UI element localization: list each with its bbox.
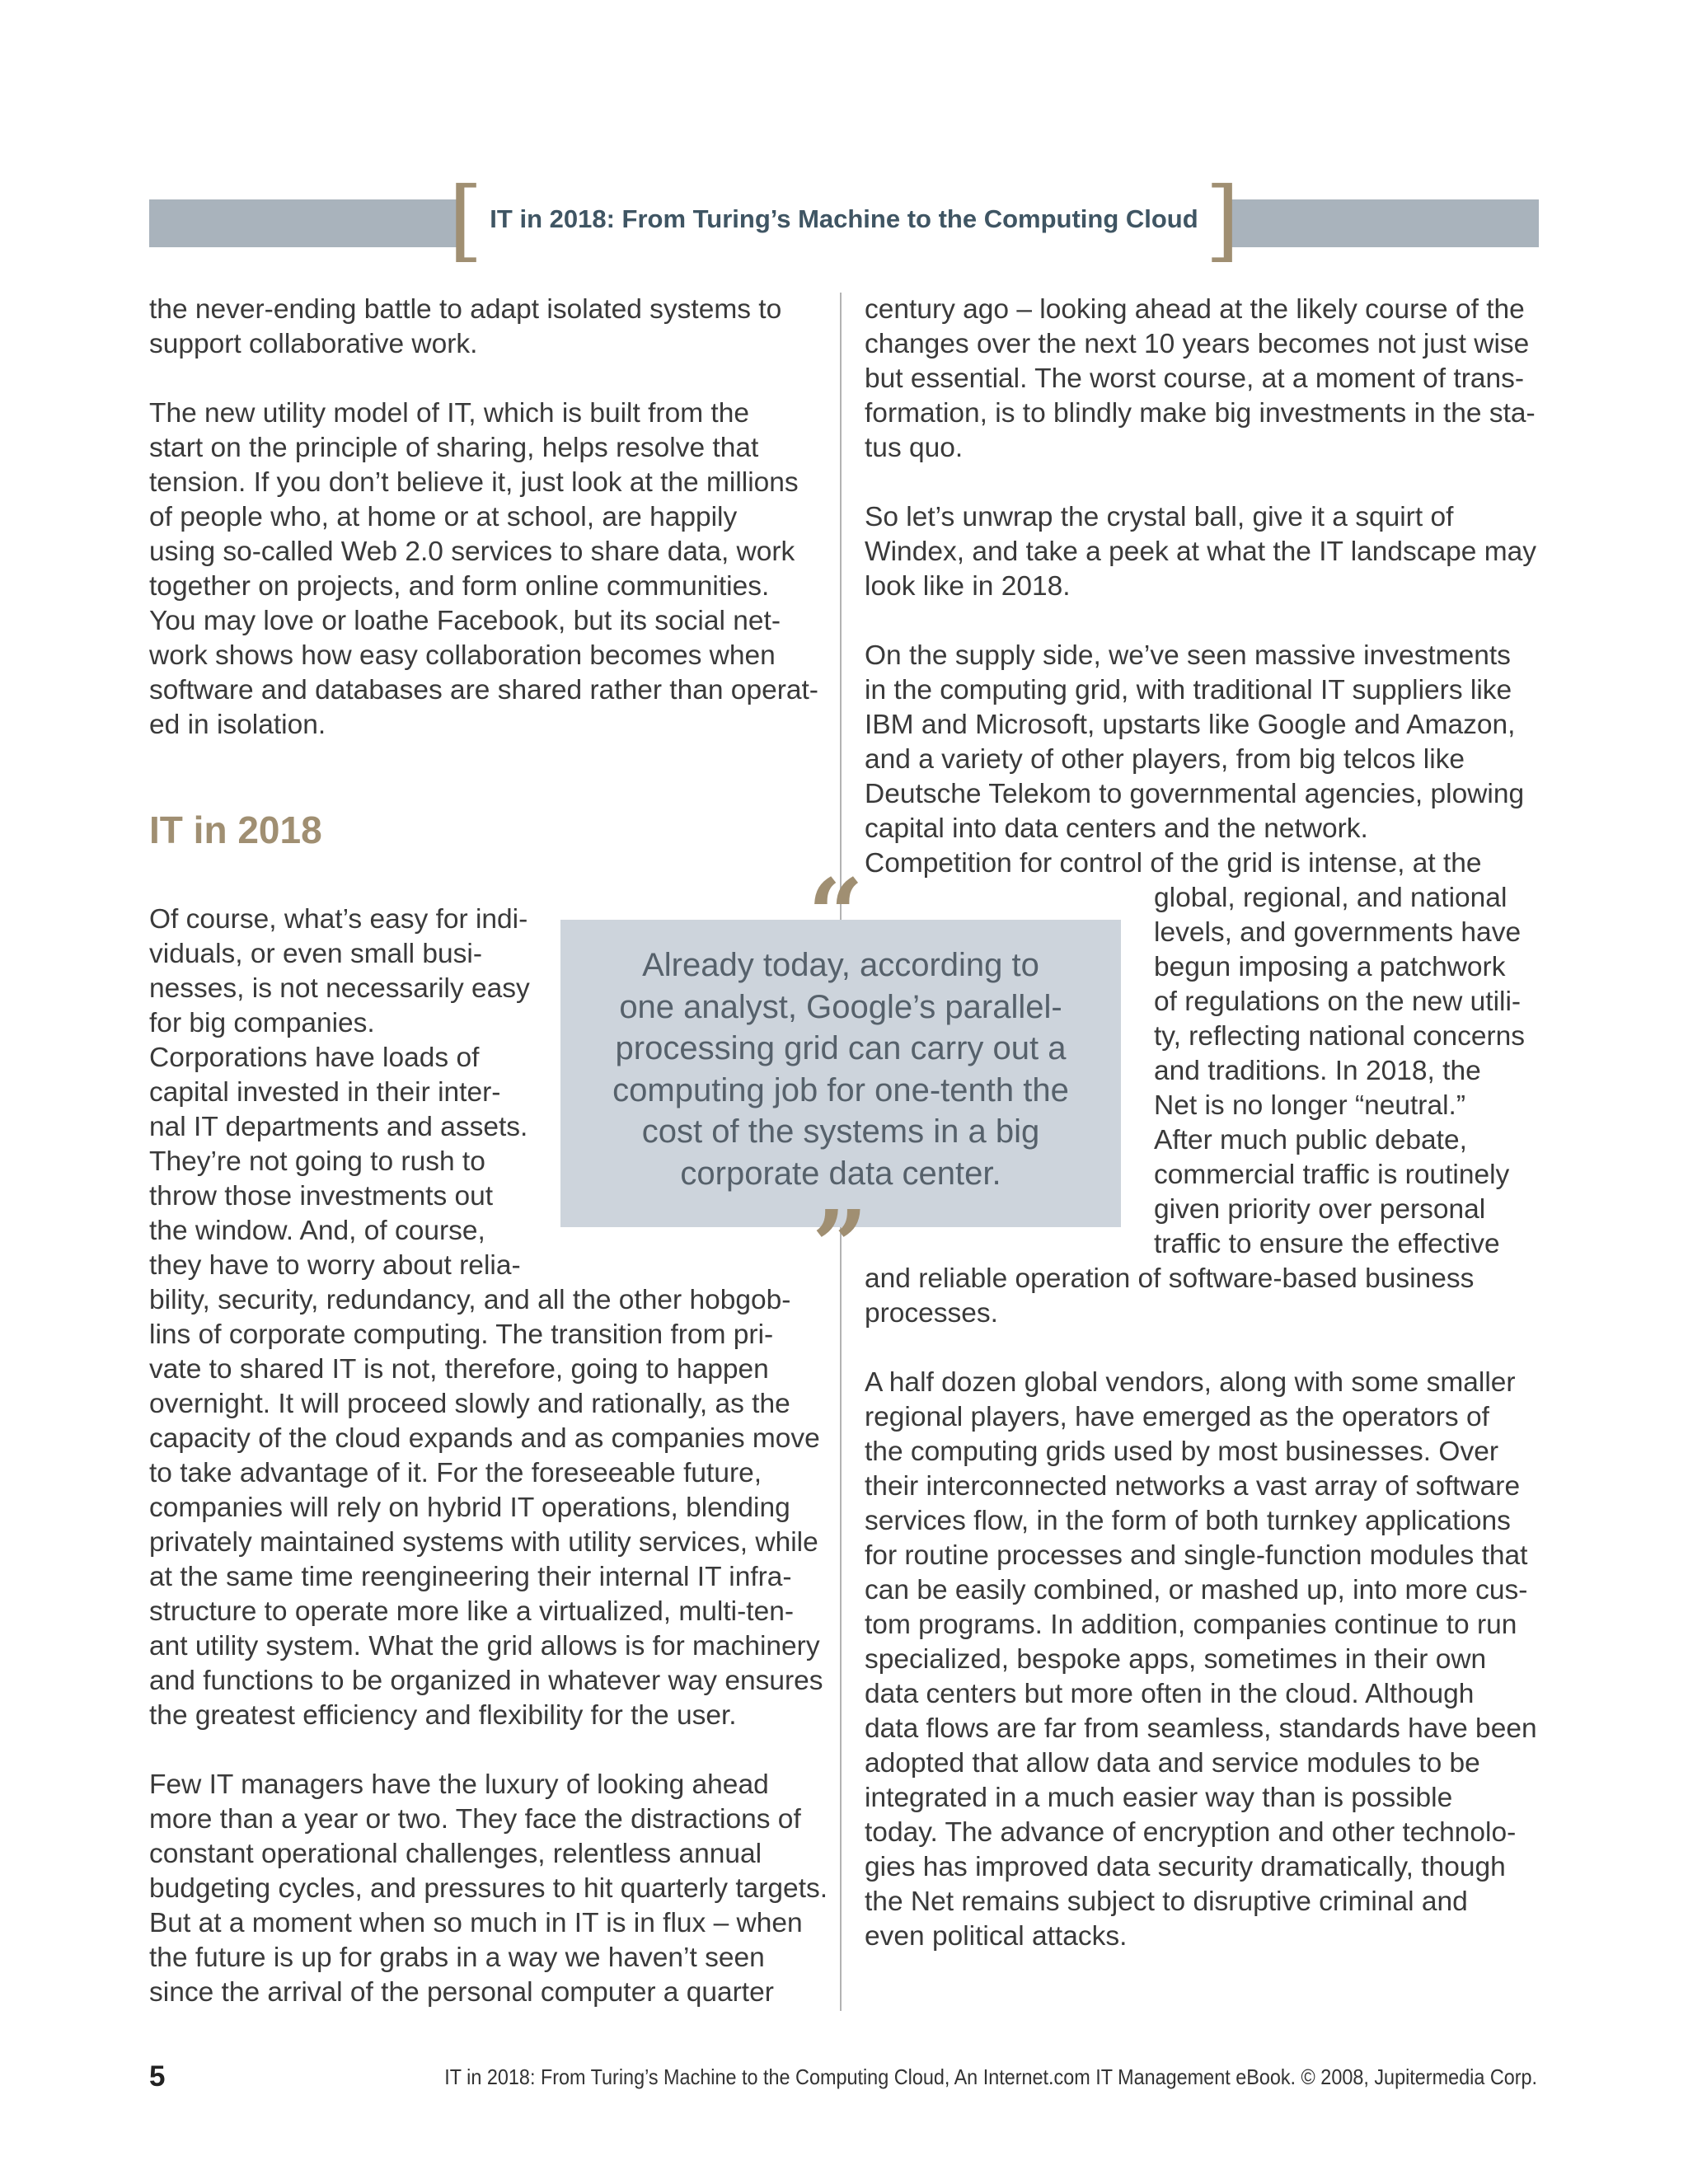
right-paragraph-3-wrapped	[1154, 881, 1525, 1262]
left-paragraph-3-wrapped	[149, 902, 530, 1283]
right-paragraph-3	[865, 639, 1524, 881]
text-line: begun imposing a patchwork	[1154, 952, 1506, 982]
text-line: gies has improved data security dramatically, though	[865, 1852, 1506, 1882]
text-line: overnight. It will proceed slowly and rationally, as the	[149, 1389, 790, 1419]
text-line: specialized, bespoke apps, sometimes in their own	[865, 1644, 1487, 1675]
text-line: structure to operate more like a virtualized, multi-ten-	[149, 1596, 794, 1627]
text-line: Few IT managers have the luxury of looking ahead	[149, 1769, 769, 1800]
text-line: global, regional, and national	[1154, 883, 1507, 913]
text-line: using so-called Web 2.0 services to share data, work	[149, 537, 795, 567]
text-line: Of course, what’s easy for indi-	[149, 904, 528, 935]
open-quote-icon: “	[808, 857, 864, 972]
text-line: the never-ending battle to adapt isolated systems to	[149, 294, 782, 325]
text-line: the window. And, of course,	[149, 1216, 485, 1246]
text-line: century ago – looking ahead at the likely course of the	[865, 294, 1525, 325]
text-line: and a variety of other players, from big telcos like	[865, 744, 1465, 775]
footer-text: IT in 2018: From Turing’s Machine to the Computing Cloud, An Internet.com IT Management eBook. © 2008, Jupitermedia Corp.	[444, 2064, 1537, 2089]
left-bracket: [	[448, 169, 484, 272]
text-line: data centers but more often in the cloud. Although	[865, 1679, 1475, 1709]
text-line: even political attacks.	[865, 1921, 1128, 1952]
text-line: and reliable operation of software-based business	[865, 1263, 1475, 1294]
text-line: formation, is to blindly make big investments in the sta-	[865, 398, 1536, 429]
text-line: privately maintained systems with utility services, while	[149, 1527, 818, 1558]
text-line: but essential. The worst course, at a moment of trans-	[865, 363, 1525, 394]
left-paragraph-1	[149, 293, 781, 362]
text-line: tom programs. In addition, companies continue to run	[865, 1610, 1517, 1640]
pull-quote-text	[577, 944, 1104, 1194]
text-line: together on projects, and form online communities.	[149, 571, 770, 602]
right-paragraph-1	[865, 293, 1536, 466]
text-line: But at a moment when so much in IT is in flux – when	[149, 1908, 803, 1938]
text-line: data flows are far from seamless, standards have been	[865, 1713, 1537, 1744]
text-line: the greatest efficiency and flexibility for the user.	[149, 1700, 737, 1731]
text-line: vate to shared IT is not, therefore, going to happen	[149, 1354, 769, 1385]
text-line: After much public debate,	[1154, 1125, 1467, 1155]
text-line: ed in isolation.	[149, 710, 326, 740]
text-line: capital into data centers and the network.	[865, 813, 1368, 844]
text-line: throw those investments out	[149, 1181, 494, 1212]
text-line: Net is no longer “neutral.”	[1154, 1090, 1465, 1121]
text-line: Windex, and take a peek at what the IT landscape may	[865, 537, 1537, 567]
text-line: at the same time reengineering their internal IT infra-	[149, 1562, 792, 1592]
section-heading: IT in 2018	[149, 808, 322, 851]
left-paragraph-4	[149, 1768, 828, 2010]
text-line: processes.	[865, 1298, 998, 1329]
text-line: Competition for control of the grid is intense, at the	[865, 848, 1482, 879]
text-line: The new utility model of IT, which is built from the	[149, 398, 749, 429]
text-line: integrated in a much easier way than is possible	[865, 1783, 1453, 1813]
text-line: of regulations on the new utili-	[1154, 987, 1522, 1017]
text-line: nal IT departments and assets.	[149, 1112, 528, 1142]
text-line: levels, and governments have	[1154, 917, 1522, 948]
text-line: services flow, in the form of both turnkey applications	[865, 1506, 1511, 1536]
text-line: the Net remains subject to disruptive criminal and	[865, 1886, 1468, 1917]
text-line: they have to worry about relia-	[149, 1250, 521, 1281]
text-line: start on the principle of sharing, helps resolve that	[149, 433, 759, 463]
text-line: since the arrival of the personal computer a quarter	[149, 1977, 774, 2008]
header-title: IT in 2018: From Turing’s Machine to the Computing Cloud	[490, 204, 1198, 233]
text-line: companies will rely on hybrid IT operations, blending	[149, 1493, 790, 1523]
text-line: cost of the systems in a big	[641, 1113, 1040, 1150]
text-line: ant utility system. What the grid allows is for machinery	[149, 1631, 820, 1661]
text-line: for routine processes and single-function modules that	[865, 1540, 1528, 1571]
left-paragraph-3	[149, 1283, 823, 1733]
text-line: lins of corporate computing. The transition from pri-	[149, 1319, 774, 1350]
text-line: A half dozen global vendors, along with some smaller	[865, 1367, 1516, 1398]
right-paragraph-3-tail	[865, 1262, 1474, 1331]
text-line: Corporations have loads of	[149, 1043, 480, 1073]
text-line: their interconnected networks a vast array of software	[865, 1471, 1521, 1502]
text-line: On the supply side, we’ve seen massive investments	[865, 640, 1511, 671]
text-line: regional players, have emerged as the operators of	[865, 1402, 1489, 1432]
text-line: corporate data center.	[680, 1155, 1001, 1192]
text-line: IBM and Microsoft, upstarts like Google and Amazon,	[865, 710, 1516, 740]
text-line: bility, security, redundancy, and all the other hobgob-	[149, 1285, 791, 1315]
text-line: Deutsche Telekom to governmental agencies, plowing	[865, 779, 1525, 809]
text-line: nesses, is not necessarily easy	[149, 973, 530, 1004]
text-line: computing job for one-tenth the	[612, 1071, 1069, 1108]
text-line: traffic to ensure the effective	[1154, 1229, 1500, 1259]
text-line: tension. If you don’t believe it, just look at the millions	[149, 467, 799, 498]
right-paragraph-2	[865, 500, 1536, 604]
text-line: changes over the next 10 years becomes not just wise	[865, 329, 1530, 359]
text-line: work shows how easy collaboration becomes when	[149, 640, 776, 671]
text-line: viduals, or even small busi-	[149, 939, 483, 969]
text-line: and traditions. In 2018, the	[1154, 1056, 1481, 1086]
text-line: and functions to be organized in whatever way ensures	[149, 1666, 823, 1696]
text-line: today. The advance of encryption and other technolo-	[865, 1817, 1517, 1848]
text-line: constant operational challenges, relentless annual	[149, 1839, 762, 1869]
text-line: adopted that allow data and service modules to be	[865, 1748, 1480, 1779]
text-line: can be easily combined, or mashed up, into more cus-	[865, 1575, 1528, 1605]
text-line: to take advantage of it. For the foreseeable future,	[149, 1458, 762, 1488]
text-line: budgeting cycles, and pressures to hit quarterly targets.	[149, 1873, 828, 1904]
text-line: You may love or loathe Facebook, but its social net-	[149, 606, 781, 636]
right-paragraph-4	[865, 1366, 1537, 1954]
text-line: the computing grids used by most businesses. Over	[865, 1436, 1499, 1467]
page-number: 5	[149, 2060, 166, 2093]
text-line: capacity of the cloud expands and as companies move	[149, 1423, 820, 1454]
text-line: So let’s unwrap the crystal ball, give it a squirt of	[865, 502, 1454, 532]
text-line: the future is up for grabs in a way we haven’t seen	[149, 1943, 765, 1973]
close-quote-icon: ”	[812, 1188, 868, 1303]
text-line: tus quo.	[865, 433, 964, 463]
text-line: ty, reflecting national concerns	[1154, 1021, 1526, 1052]
text-line: capital invested in their inter-	[149, 1077, 501, 1108]
text-line: processing grid can carry out a	[615, 1030, 1067, 1066]
text-line: software and databases are shared rather than operat-	[149, 675, 818, 705]
text-line: Already today, according to	[642, 947, 1039, 983]
text-line: of people who, at home or at school, are happily	[149, 502, 738, 532]
text-line: one analyst, Google’s parallel-	[619, 988, 1062, 1025]
text-line: They’re not going to rush to	[149, 1146, 485, 1177]
text-line: look like in 2018.	[865, 571, 1071, 602]
right-bracket: ]	[1205, 169, 1240, 272]
text-line: commercial traffic is routinely	[1154, 1160, 1510, 1190]
text-line: given priority over personal	[1154, 1194, 1486, 1225]
text-line: support collaborative work.	[149, 329, 478, 359]
text-line: in the computing grid, with traditional IT suppliers like	[865, 675, 1512, 705]
text-line: more than a year or two. They face the distractions of	[149, 1804, 801, 1835]
left-paragraph-2	[149, 396, 818, 743]
text-line: for big companies.	[149, 1008, 375, 1038]
